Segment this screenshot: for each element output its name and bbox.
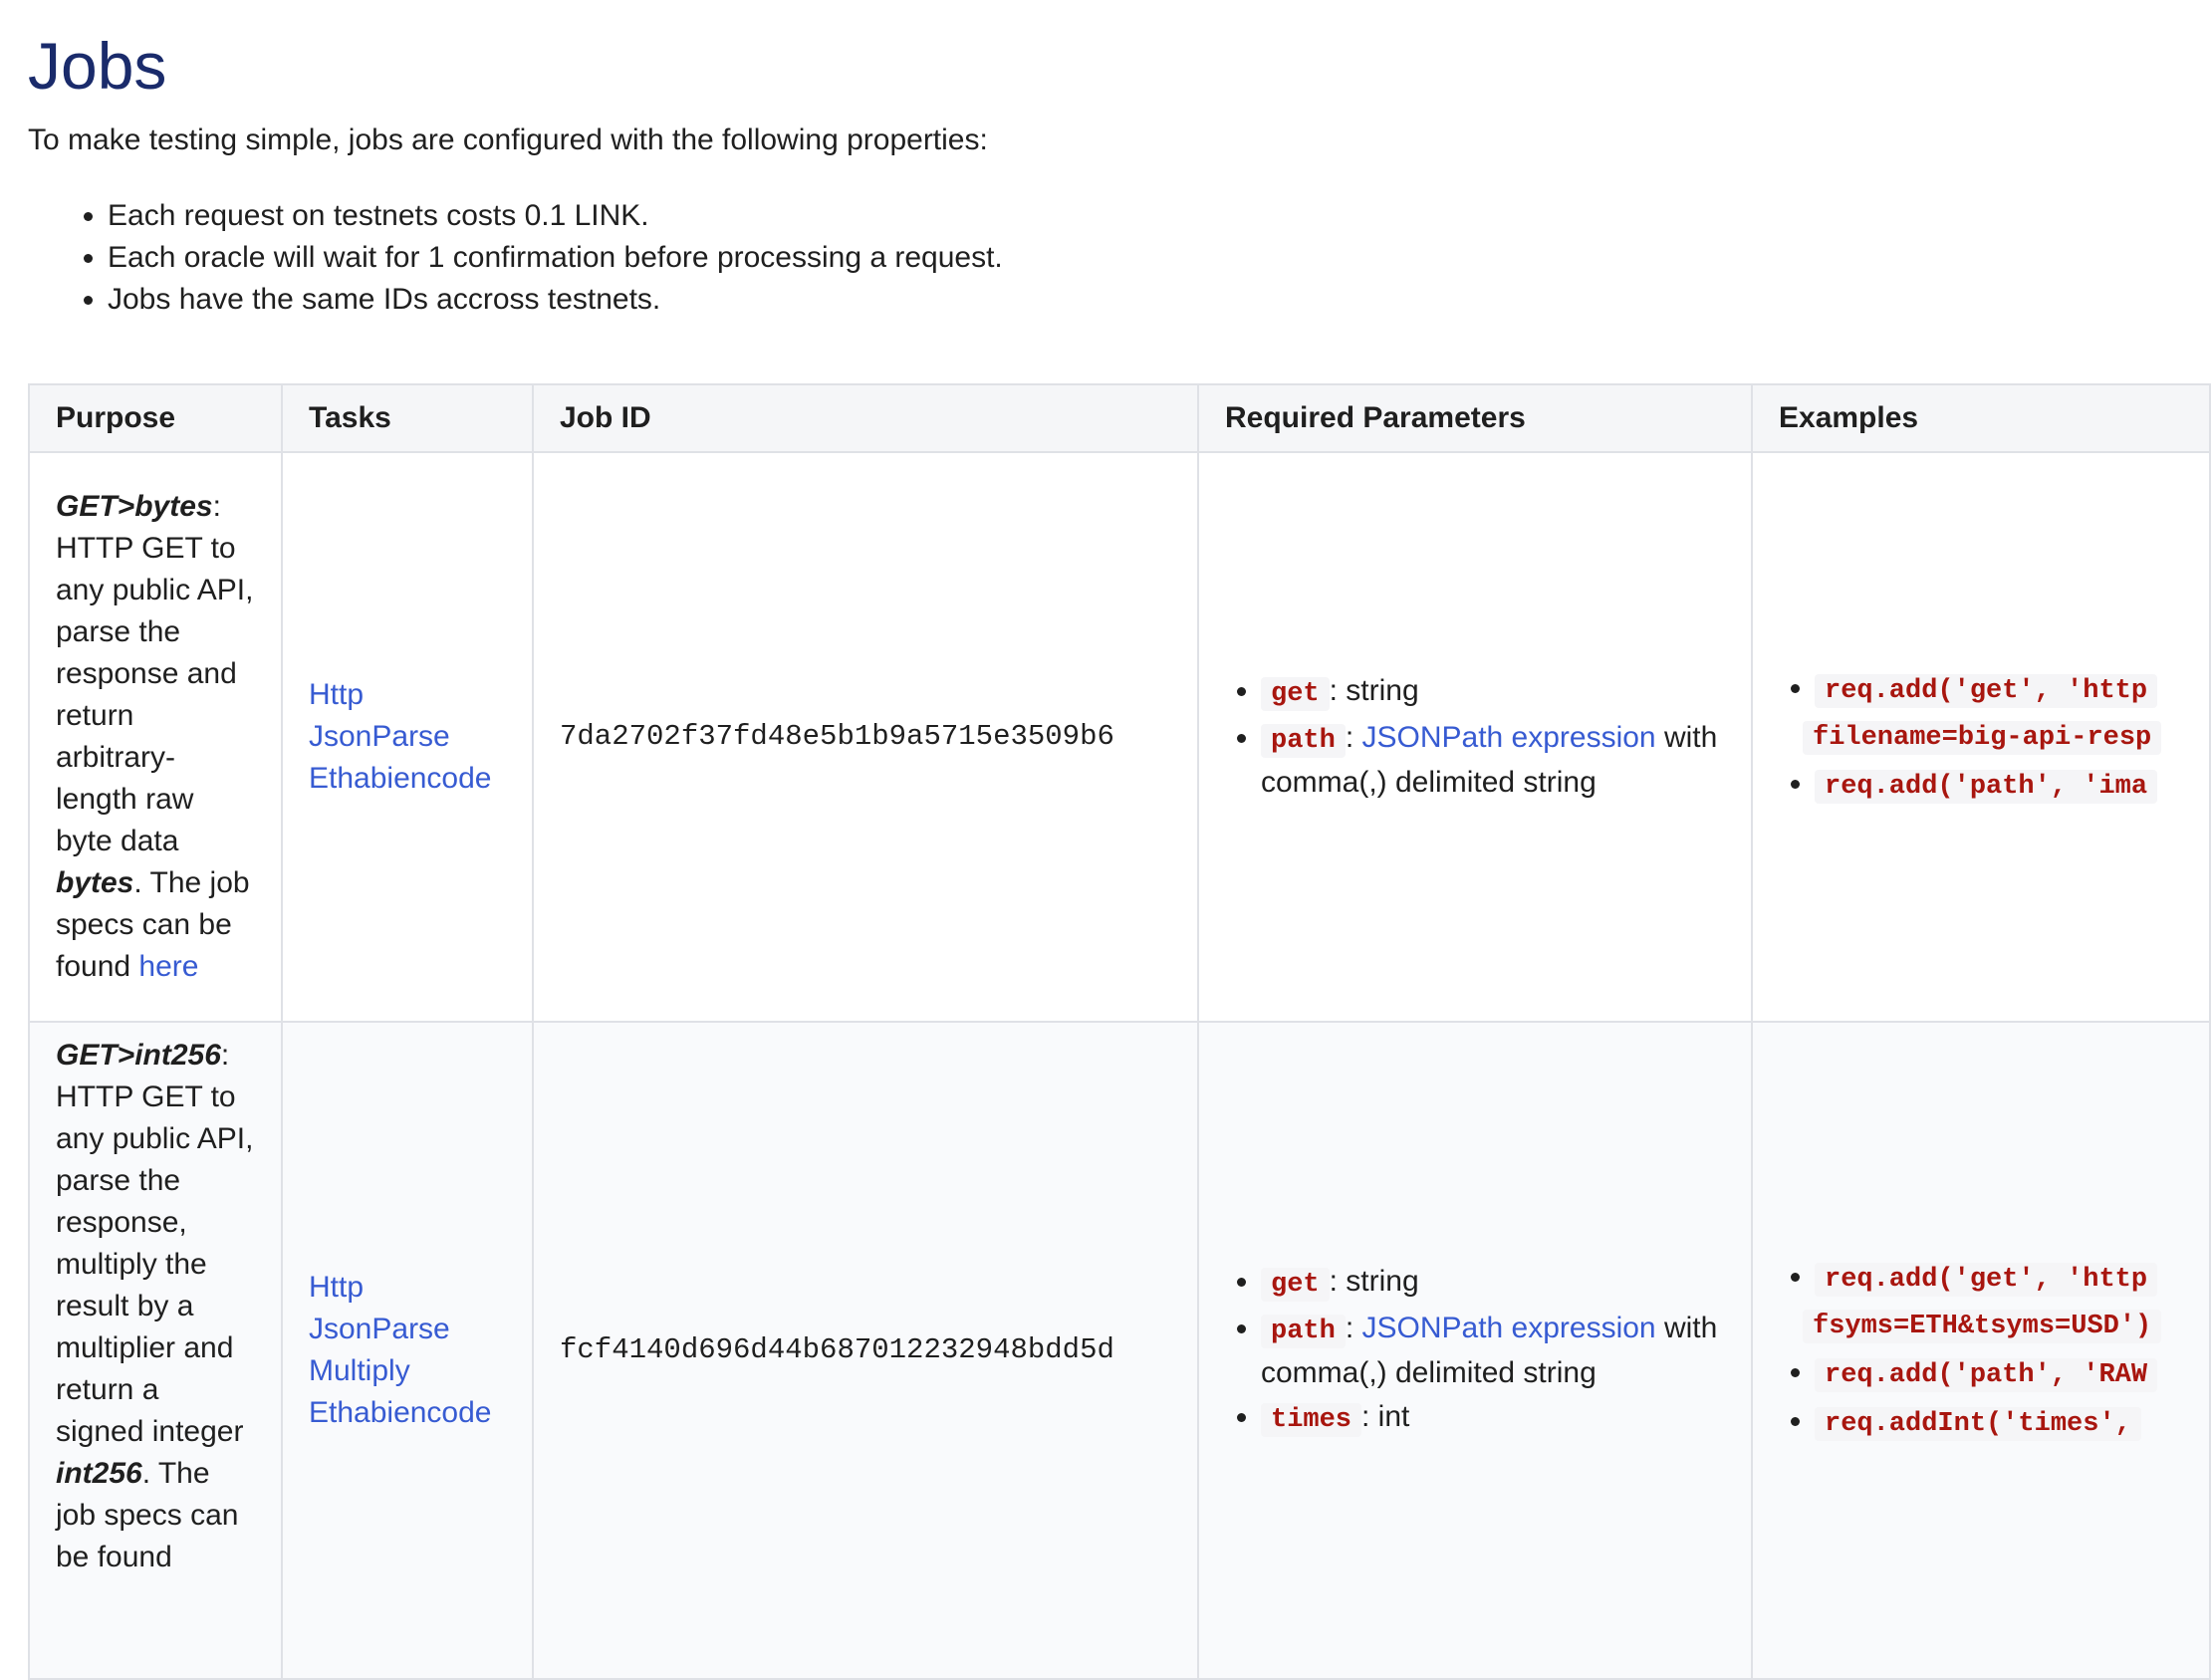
param-desc: : string [1329, 674, 1419, 707]
examples-cell [1752, 1022, 2210, 1679]
params-cell [1198, 1022, 1752, 1679]
task-link-jsonparse[interactable]: JsonParse [309, 1313, 450, 1345]
example-code: req.add('path', 'ima [1815, 770, 2157, 804]
purpose-type: GET>int256 [56, 1039, 221, 1072]
param-desc-tail: with comma(,) delimited string [1261, 721, 1718, 799]
task-link-ethabiencode[interactable]: Ethabiencode [309, 1396, 492, 1429]
param-name: get [1261, 1268, 1330, 1302]
param-item [1261, 1308, 1725, 1394]
purpose-type: GET>bytes [56, 490, 213, 523]
job-specs-link[interactable]: here [138, 950, 199, 983]
param-item [1261, 1396, 1725, 1441]
param-desc: : [1345, 721, 1362, 754]
purpose-cell [29, 452, 282, 1022]
param-name: path [1261, 1315, 1346, 1348]
param-name: times [1261, 1403, 1361, 1437]
example-item [1815, 1350, 2201, 1397]
purpose-text: : HTTP GET to any public API, parse the response and return arbitrary-length raw byte data [56, 490, 254, 857]
param-name: get [1261, 677, 1330, 711]
table-row [29, 1022, 2210, 1679]
example-code-cont: fsyms=ETH&tsyms=USD') [1803, 1310, 2161, 1343]
purpose-text: : HTTP GET to any public API, parse the response, multiply the result by a multiplier and return a signed integer [56, 1039, 254, 1448]
param-name: path [1261, 724, 1346, 758]
example-item [1815, 1255, 2201, 1348]
list-item: • Jobs have the same IDs accross testnets. [108, 279, 1003, 321]
example-code: req.add('get', 'http [1815, 674, 2157, 708]
job-id-cell: 7da2702f37fd48e5b1b9a5715e3509b6 [533, 452, 1198, 1022]
purpose-return-type: int256 [56, 1457, 142, 1490]
example-code-cont: filename=big-api-resp [1803, 721, 2161, 755]
list-item: • Each oracle will wait for 1 confirmation before processing a request. [108, 237, 1003, 279]
jsonpath-link[interactable]: JSONPath expression [1361, 721, 1656, 754]
properties-list [60, 195, 1003, 321]
param-desc: : string [1329, 1264, 1419, 1298]
param-desc: : [1345, 1311, 1362, 1344]
task-link-multiply[interactable]: Multiply [309, 1354, 410, 1387]
example-code: req.addInt('times', [1815, 1407, 2141, 1441]
tasks-cell [282, 1022, 533, 1679]
intro-text: To make testing simple, jobs are configured with the following properties: [28, 123, 988, 156]
param-item [1261, 717, 1725, 804]
purpose-tail: . The job specs can be found [56, 1457, 239, 1573]
task-link-http[interactable]: Http [309, 678, 365, 711]
purpose-tail: . The job specs can be found [56, 866, 250, 983]
params-cell [1198, 452, 1752, 1022]
header-job-id: Job ID [533, 384, 1198, 452]
task-link-ethabiencode[interactable]: Ethabiencode [309, 762, 492, 795]
task-link-http[interactable]: Http [309, 1271, 365, 1304]
header-purpose: Purpose [29, 384, 282, 452]
example-item [1815, 1399, 2201, 1446]
page-title: Jobs [28, 29, 167, 103]
param-item [1261, 670, 1725, 715]
header-examples: Examples [1752, 384, 2210, 452]
header-tasks: Tasks [282, 384, 533, 452]
list-item: • Each request on testnets costs 0.1 LINK. [108, 195, 1003, 237]
param-desc: : int [1361, 1399, 1410, 1433]
jsonpath-link[interactable]: JSONPath expression [1361, 1311, 1656, 1344]
examples-cell [1752, 452, 2210, 1022]
job-id-cell: fcf4140d696d44b687012232948bdd5d [533, 1022, 1198, 1679]
param-item [1261, 1261, 1725, 1306]
example-item [1815, 762, 2201, 809]
table-row [29, 452, 2210, 1022]
header-required-parameters: Required Parameters [1198, 384, 1752, 452]
example-code: req.add('path', 'RAW [1815, 1358, 2157, 1392]
task-link-jsonparse[interactable]: JsonParse [309, 720, 450, 753]
purpose-return-type: bytes [56, 866, 134, 899]
tasks-cell [282, 452, 533, 1022]
purpose-cell [29, 1022, 282, 1679]
example-code: req.add('get', 'http [1815, 1263, 2157, 1297]
jobs-table [28, 383, 2211, 1680]
table-header-row [29, 384, 2210, 452]
example-item [1815, 666, 2201, 760]
param-desc-tail: with comma(,) delimited string [1261, 1311, 1718, 1389]
